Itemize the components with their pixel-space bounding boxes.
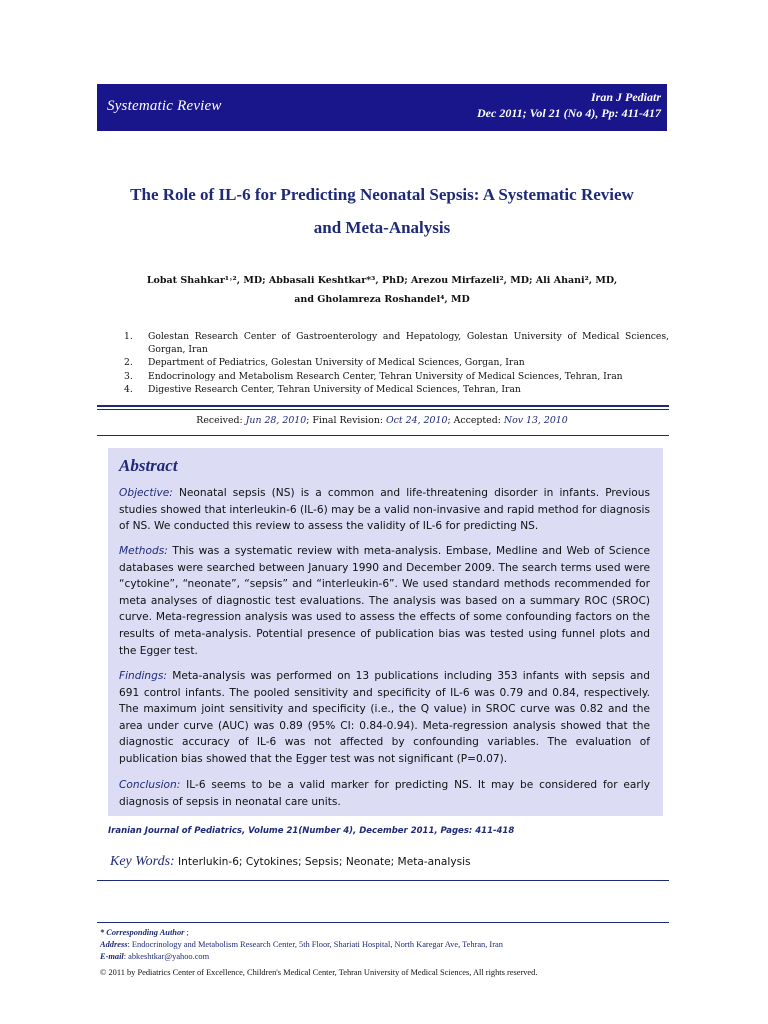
key-words-label: Key Words: <box>110 854 175 869</box>
revision-label: ; Final Revision: <box>306 415 386 426</box>
key-words <box>110 854 471 870</box>
keywords-divider <box>97 880 669 881</box>
abstract-objective <box>119 485 650 535</box>
received-dates <box>97 415 667 426</box>
corresponding-author-line <box>100 927 670 939</box>
accepted-label: ; Accepted: <box>447 415 504 426</box>
article-title-line-2: and Meta-Analysis <box>313 218 451 237</box>
methods-label: Methods: <box>119 545 168 557</box>
article-section-label: Systematic Review <box>107 98 222 114</box>
received-date: Jun 28, 2010 <box>245 415 307 426</box>
affiliation-item <box>124 383 669 396</box>
objective-text: Neonatal sepsis (NS) is a common and life-threatening disorder in infants. Previous studies showed that interleukin-6 (IL-6) may be a valid non-invasive and rapid method for diagnosis of NS. We conducted this review to assess the validity of IL-6 for predicting NS. <box>119 487 650 533</box>
affiliation-text: Endocrinology and Metabolism Research Center, Tehran University of Medical Sciences, Tehran, Iran <box>148 370 623 382</box>
journal-banner <box>97 84 667 131</box>
journal-volume-pages: Dec 2011; Vol 21 (No 4), Pp: 411-417 <box>477 106 661 120</box>
email-label: E-mail <box>100 952 124 961</box>
journal-citation-header <box>477 89 661 121</box>
corresponding-author-label: * Corresponding Author <box>100 928 185 937</box>
objective-label: Objective: <box>119 487 173 499</box>
affiliation-number: 3. <box>124 370 133 382</box>
journal-citation: Iranian Journal of Pediatrics, Volume 21(Number 4), December 2011, Pages: 411-418 <box>108 826 515 836</box>
revision-date: Oct 24, 2010 <box>386 415 448 426</box>
abstract-findings <box>119 668 650 768</box>
article-title <box>97 178 667 244</box>
email-text: : abkeshtkar@yahoo.com <box>123 952 210 961</box>
journal-name: Iran J Pediatr <box>590 90 661 104</box>
affiliation-text: Golestan Research Center of Gastroenterology and Hepatology, Golestan University of Medical Sciences, Gorgan, Iran <box>148 331 669 356</box>
conclusion-text: IL-6 seems to be a valid marker for predicting NS. It may be considered for early diagnosis of sepsis in neonatal care units. <box>119 779 650 808</box>
affiliation-number: 4. <box>124 383 133 395</box>
affiliation-text: Department of Pediatrics, Golestan University of Medical Sciences, Gorgan, Iran <box>148 357 525 369</box>
affiliation-list <box>124 330 669 396</box>
accepted-date: Nov 13, 2010 <box>503 415 568 426</box>
received-divider <box>97 435 669 436</box>
affiliation-item <box>124 330 669 356</box>
abstract-conclusion <box>119 777 650 810</box>
key-words-text: Interlukin-6; Cytokines; Sepsis; Neonate; Meta-analysis <box>174 856 471 868</box>
received-label: Received: <box>196 415 246 426</box>
address-label: Address <box>100 940 128 949</box>
article-title-line-1: The Role of IL-6 for Predicting Neonatal Sepsis: A Systematic Review <box>130 185 634 204</box>
corresponding-author-suffix: ; <box>186 928 189 937</box>
findings-text: Meta-analysis was performed on 13 publications including 353 infants with sepsis and 691 control infants. The pooled sensitivity and specificity of IL-6 was 0.79 and 0.84, respectively. The maximum joint sensitivity and specificity (i.e., the Q value) in SROC curve was 0.82 and the area under curve (AUC) was 0.89 (95% CI: 0.84-0.94). Meta-regression analysis showed that the diagnostic accuracy of IL-6 was not affected by confounding variables. The evaluation of publication bias showed that the Egger test was not significant (P=0.07). <box>119 670 650 765</box>
email-line <box>100 951 670 963</box>
findings-label: Findings: <box>119 670 167 682</box>
address-line <box>100 939 670 951</box>
footer-divider <box>97 922 669 923</box>
author-list <box>97 271 667 309</box>
abstract-box <box>108 448 663 816</box>
affiliation-item <box>124 370 669 383</box>
abstract-heading: Abstract <box>119 456 178 475</box>
conclusion-label: Conclusion: <box>119 779 181 791</box>
author-list-line-1: Lobat Shahkar¹˒², MD; Abbasali Keshtkar*³, PhD; Arezou Mirfazeli², MD; Ali Ahani², MD, <box>146 275 618 286</box>
methods-text: This was a systematic review with meta-analysis. Embase, Medline and Web of Science databases were searched between January 1990 and December 2009. The search terms used were “cytokine”, “neonate”, “sepsis” and “interleukin-6”. We used standard methods recommended for meta analyses of diagnostic test evaluations. The analysis was based on a summary ROC (SROC) curve. Meta-regression analysis was used to assess the effects of some confounding factors on the results of meta-analysis. Potential presence of publication bias was tested using funnel plots and the Egger test. <box>119 545 650 657</box>
footnote <box>100 927 670 979</box>
address-text: : Endocrinology and Metabolism Research Center, 5th Floor, Shariati Hospital, North Karegar Ave, Tehran, Iran <box>127 940 503 949</box>
affiliation-item <box>124 356 669 369</box>
affiliation-text: Digestive Research Center, Tehran University of Medical Sciences, Tehran, Iran <box>148 383 521 395</box>
affiliation-number: 1. <box>124 331 133 342</box>
author-list-line-2: and Gholamreza Roshandel⁴, MD <box>294 294 470 305</box>
section-divider-thin <box>97 409 669 410</box>
abstract-methods <box>119 543 650 659</box>
affiliation-number: 2. <box>124 357 133 369</box>
copyright-notice: © 2011 by Pediatrics Center of Excellence, Children's Medical Center, Tehran University of Medical Sciences, All rights reserved. <box>100 968 538 977</box>
section-divider-thick <box>97 405 669 407</box>
